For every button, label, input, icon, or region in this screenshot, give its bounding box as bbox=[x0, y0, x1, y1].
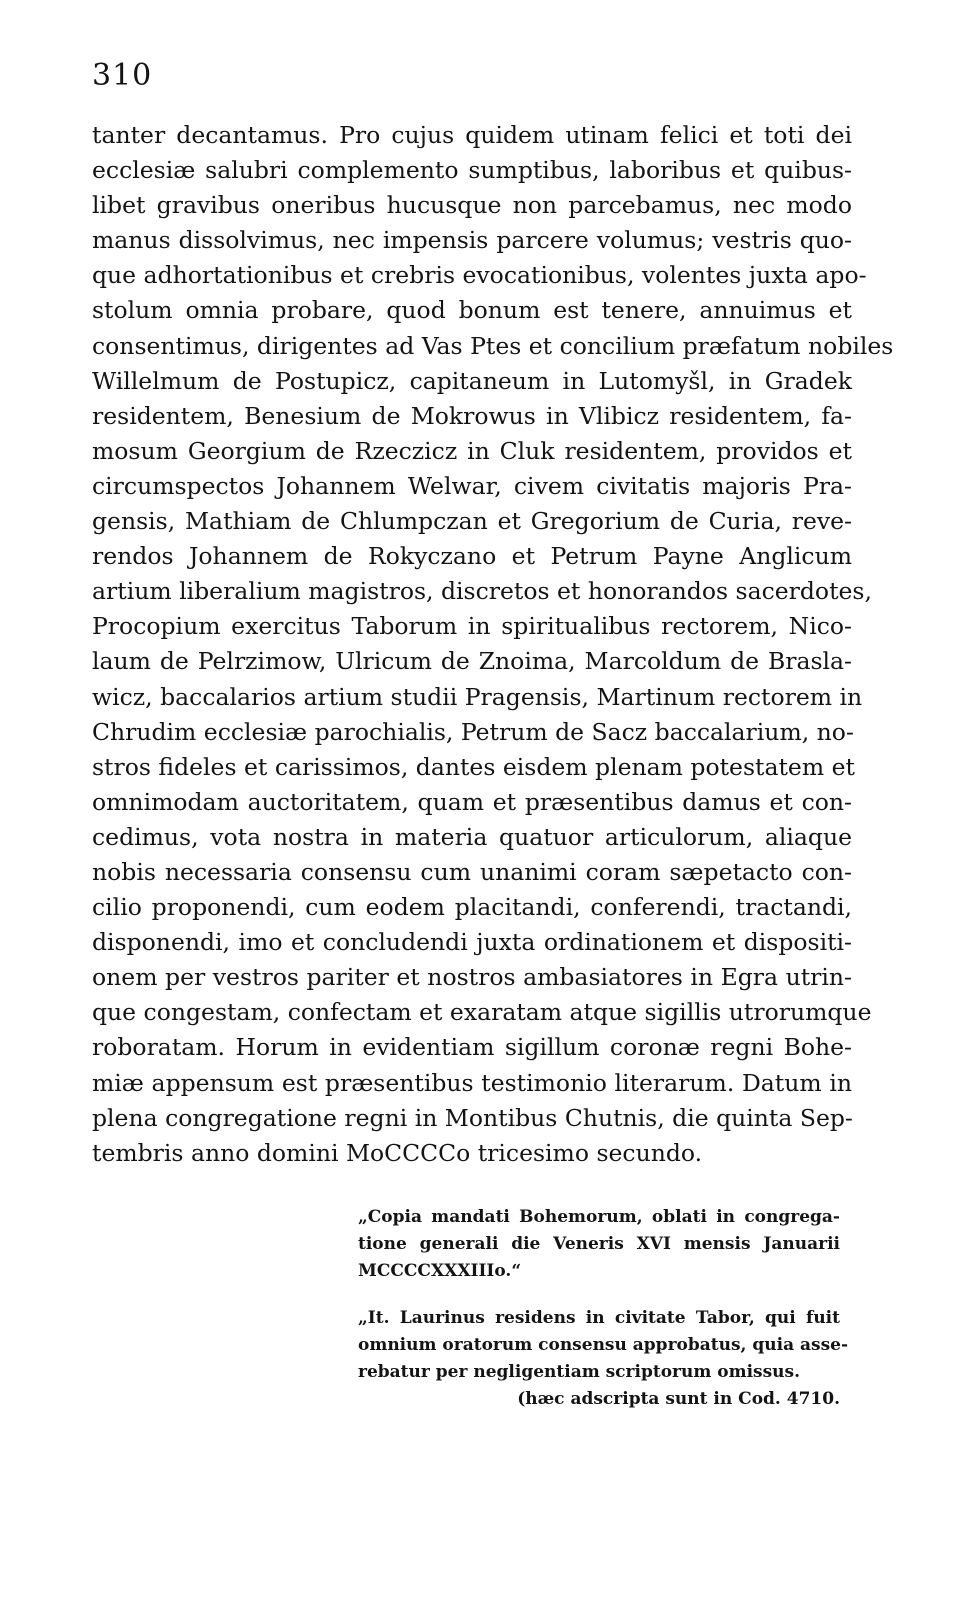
page-number: 310 bbox=[92, 58, 153, 93]
note-line: „It. Laurinus residens in civitate Tabor, qui fuit bbox=[358, 1308, 840, 1328]
text-line: nobis necessaria consensu cum unanimi coram sæpetacto con- bbox=[92, 857, 852, 886]
text-line: ecclesiæ salubri complemento sumptibus, laboribus et quibus- bbox=[92, 156, 852, 185]
text-line: tembris anno domini MoCCCCo tricesimo secundo. bbox=[92, 1138, 703, 1167]
text-line: laum de Pelrzimow, Ulricum de Znoima, Marcoldum de Brasla- bbox=[92, 647, 852, 676]
text-line: rendos Johannem de Rokyczano et Petrum Payne Anglicum bbox=[92, 542, 852, 571]
text-line: manus dissolvimus, nec impensis parcere volumus; vestris quo- bbox=[92, 226, 852, 255]
text-line: roboratam. Horum in evidentiam sigillum coronæ regni Bohe- bbox=[92, 1033, 852, 1062]
text-line: miæ appensum est præsentibus testimonio literarum. Datum in bbox=[92, 1068, 852, 1097]
footnote-laurinus bbox=[358, 1305, 849, 1413]
text-line: Chrudim ecclesiæ parochialis, Petrum de Sacz baccalarium, no- bbox=[92, 717, 854, 746]
text-line: cilio proponendi, cum eodem placitandi, conferendi, tractandi, bbox=[92, 893, 852, 922]
text-line: wicz, baccalarios artium studii Pragensis, Martinum rectorem in bbox=[92, 682, 863, 711]
main-text-block bbox=[92, 118, 894, 1171]
text-line: mosum Georgium de Rzeczicz in Cluk residentem, providos et bbox=[92, 436, 852, 465]
text-line: tanter decantamus. Pro cujus quidem utinam felici et toti dei bbox=[92, 121, 852, 149]
footnote-copia-mandati bbox=[358, 1204, 840, 1285]
text-line: omnimodam auctoritatem, quam et præsentibus damus et con- bbox=[92, 787, 852, 816]
note-line: MCCCCXXXIIIo.“ bbox=[358, 1261, 522, 1281]
text-line: cedimus, vota nostra in materia quatuor articulorum, aliaque bbox=[92, 822, 852, 851]
text-line: stolum omnia probare, quod bonum est tenere, annuimus et bbox=[92, 296, 852, 325]
text-line: circumspectos Johannem Welwar, civem civitatis majoris Pra- bbox=[92, 471, 852, 500]
note-line: rebatur per negligentiam scriptorum omissus. bbox=[358, 1362, 801, 1382]
text-line: gensis, Mathiam de Chlumpczan et Gregorium de Curia, reve- bbox=[92, 507, 852, 536]
note-line: (hæc adscripta sunt in Cod. 4710. bbox=[517, 1389, 840, 1409]
text-line: artium liberalium magistros, discretos et honorandos sacerdotes, bbox=[92, 577, 872, 606]
note-line: „Copia mandati Bohemorum, oblati in congrega- bbox=[358, 1207, 840, 1227]
note-line: omnium oratorum consensu approbatus, quia asse- bbox=[358, 1335, 849, 1355]
note-line: tione generali die Veneris XVI mensis Januarii bbox=[358, 1234, 840, 1254]
text-line: plena congregatione regni in Montibus Chutnis, die quinta Sep- bbox=[92, 1103, 853, 1132]
text-line: stros fideles et carissimos, dantes eisdem plenam potestatem et bbox=[92, 752, 855, 781]
text-line: Willelmum de Postupicz, capitaneum in Lutomyšl, in Gradek bbox=[92, 366, 852, 395]
text-line: onem per vestros pariter et nostros ambasiatores in Egra utrin- bbox=[92, 963, 852, 992]
text-line: que congestam, confectam et exaratam atque sigillis utrorumque bbox=[92, 998, 872, 1027]
text-line: consentimus, dirigentes ad Vas Ptes et concilium præfatum nobiles bbox=[92, 331, 894, 360]
text-line: libet gravibus oneribus hucusque non parcebamus, nec modo bbox=[92, 191, 852, 220]
text-line: que adhortationibus et crebris evocationibus, volentes juxta apo- bbox=[92, 261, 867, 290]
text-line: disponendi, imo et concludendi juxta ordinationem et dispositi- bbox=[92, 928, 852, 957]
text-line: residentem, Benesium de Mokrowus in Vlibicz residentem, fa- bbox=[92, 401, 852, 430]
text-line: Procopium exercitus Taborum in spiritualibus rectorem, Nico- bbox=[92, 612, 852, 641]
